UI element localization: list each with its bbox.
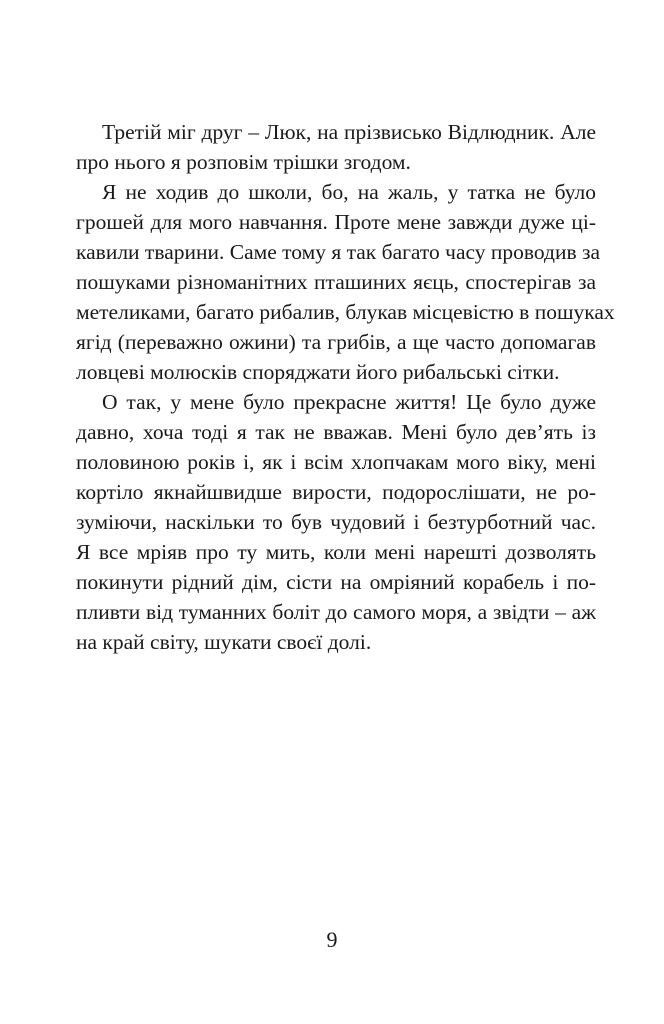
text-line: на край світу, шукати своєї долі. [76,630,372,654]
text-line: пливти від туманних боліт до самого моря, а звідти – аж [76,600,596,624]
text-line: грошей для мого навчання. Проте мене завжди дуже ці- [76,210,596,234]
text-line: покинути рідний дім, сісти на омріяний корабель і по- [76,570,596,594]
text-line: ловцеві молюсків споряджати його рибальські сітки. [76,360,560,384]
text-line: ягід (переважно ожини) та грибів, а ще часто допомагав [76,330,596,354]
body-text [76,117,615,657]
text-line: половиною років і, як і всім хлопчакам мого віку, мені [76,450,596,474]
page-number: 9 [326,927,338,952]
text-line: кортіло якнайшвидше вирости, подорослішати, не ро- [76,480,596,504]
text-line: кавили тварини. Саме тому я так багато часу проводив за [76,240,601,264]
text-line: Я не ходив до школи, бо, на жаль, у татка не було [102,180,596,204]
text-line: зуміючи, наскільки то був чудовий і безтурботний час. [76,510,596,534]
text-line: Третій міг друг – Люк, на прізвисько Відлюдник. Але [102,120,596,144]
text-line: давно, хоча тоді я так не вважав. Мені було дев’ять із [76,420,596,444]
text-line: пошуками різноманітних пташиних яєць, спостерігав за [76,270,596,294]
text-line: Я все мріяв про ту мить, коли мені нарешті дозволять [76,540,596,564]
text-line: О так, у мене було прекрасне життя! Це було дуже [102,390,596,414]
text-line: метеликами, багато рибалив, блукав місцевістю в пошуках [76,300,615,324]
text-line: про нього я розповім трішки згодом. [76,150,411,174]
